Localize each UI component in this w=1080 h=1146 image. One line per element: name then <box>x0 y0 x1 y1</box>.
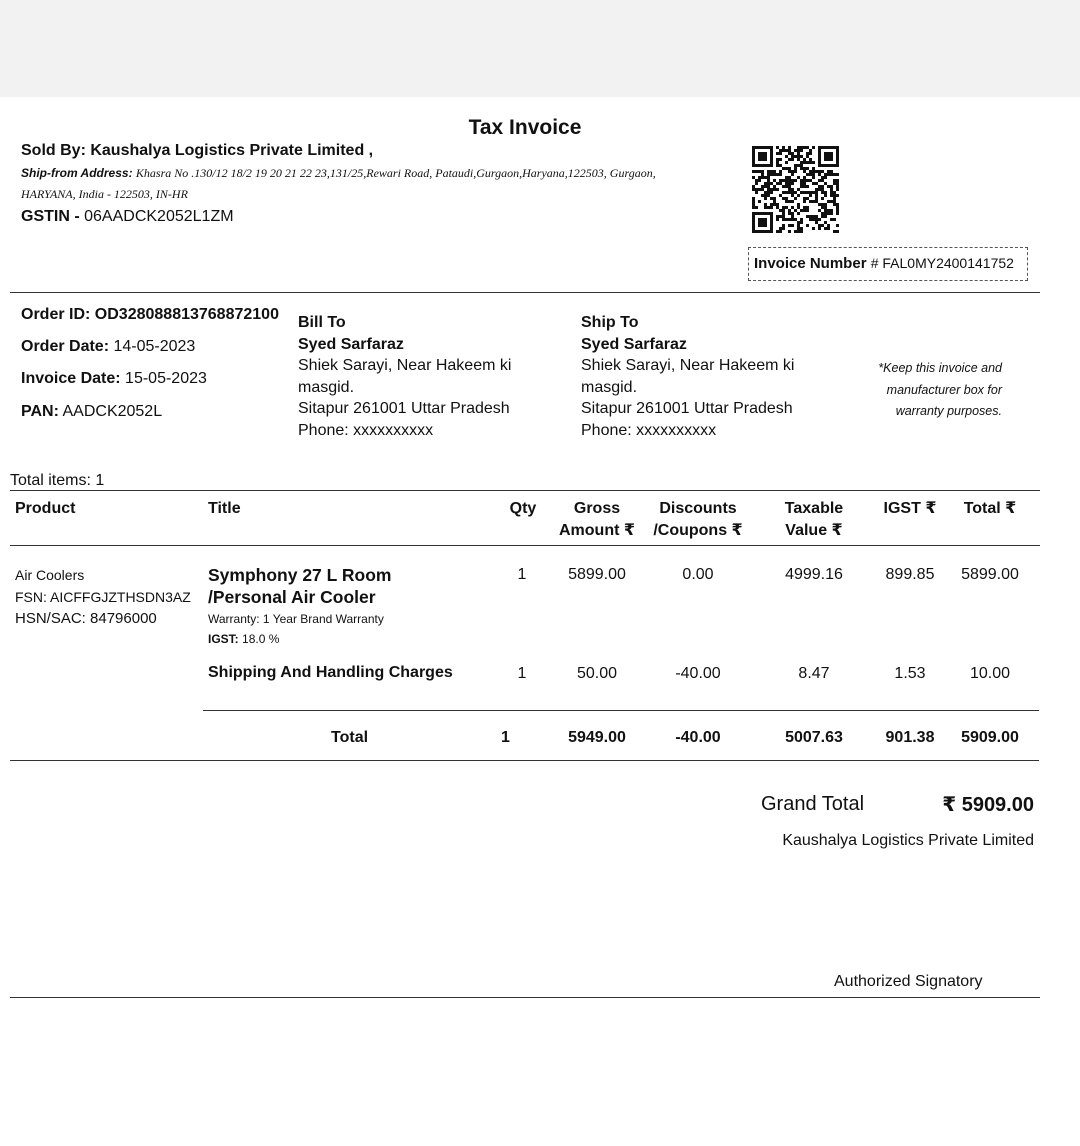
item-total: 5899.00 <box>961 566 1019 583</box>
header-discounts-line-1: Discounts <box>659 500 737 517</box>
order-id <box>21 306 279 324</box>
top-bar <box>0 0 1080 97</box>
invoice-number-label: Invoice Number <box>754 255 867 272</box>
order-date-value: 14-05-2023 <box>113 338 196 355</box>
warranty-note <box>862 358 1002 423</box>
bill-to-address-3: Sitapur 261001 Uttar Pradesh <box>298 400 510 417</box>
order-date <box>21 338 195 356</box>
ship-to-address-2: masgid. <box>581 378 638 396</box>
ship-to-label: Ship To <box>581 314 639 331</box>
total-items: Total items: 1 <box>10 472 105 489</box>
item-title-line-1: Symphony 27 L Room <box>208 565 392 585</box>
ship-from-address <box>21 166 656 181</box>
invoice-number <box>754 255 1014 272</box>
bill-to-address-1: Shiek Sarayi, Near Hakeem ki <box>298 357 512 374</box>
header-igst: IGST ₹ <box>883 500 937 517</box>
ship-to-address-3: Sitapur 261001 Uttar Pradesh <box>581 400 793 417</box>
footer-divider <box>10 997 1040 998</box>
warranty-note-line-2: manufacturer box for <box>886 382 1002 397</box>
product-fsn: FSN: AICFFGJZTHSDN3AZ <box>15 588 191 605</box>
shipping-title: Shipping And Handling Charges <box>208 664 453 681</box>
header-taxable-value <box>764 498 864 542</box>
item-taxable: 4999.16 <box>785 566 843 583</box>
item-qty: 1 <box>517 566 527 583</box>
totals-top-border <box>203 710 1039 711</box>
table-top-border <box>10 490 1040 491</box>
shipping-gross: 50.00 <box>576 665 618 682</box>
pan-label: PAN: <box>21 403 59 420</box>
grand-total-label: Grand Total <box>761 793 865 815</box>
header-gross-line-1: Gross <box>573 500 621 517</box>
warranty-note-line-3: warranty purposes. <box>895 404 1002 418</box>
header-gross-line-2: Amount ₹ <box>558 522 635 539</box>
header-discounts-line-2: /Coupons ₹ <box>653 522 743 539</box>
shipping-igst: 1.53 <box>894 665 926 682</box>
ship-to-name: Syed Sarfaraz <box>581 335 687 353</box>
invoice-date-value: 15-05-2023 <box>125 370 207 387</box>
item-title-line-2: /Personal Air Cooler <box>208 587 376 607</box>
item-igst: 899.85 <box>885 566 935 583</box>
seller-name: Kaushalya Logistics Private Limited , <box>90 142 374 159</box>
bill-to-name: Syed Sarfaraz <box>298 335 404 353</box>
bill-to-label: Bill To <box>298 314 346 331</box>
grand-total-value: ₹ 5909.00 <box>942 794 1034 816</box>
ship-to-address-1: Shiek Sarayi, Near Hakeem ki <box>581 357 795 374</box>
footer-company: Kaushalya Logistics Private Limited <box>782 832 1034 849</box>
product-hsn: HSN/SAC: 84796000 <box>15 610 157 627</box>
pan <box>21 403 162 421</box>
item-discount: 0.00 <box>682 566 714 583</box>
qr-modules <box>752 146 839 233</box>
order-date-label: Order Date: <box>21 338 110 355</box>
bill-to-phone: Phone: xxxxxxxxxx <box>298 421 434 439</box>
shipping-total: 10.00 <box>969 665 1011 682</box>
totals-taxable: 5007.63 <box>785 729 843 746</box>
product-cell <box>15 565 191 630</box>
invoice-number-value: # FAL0MY2400141752 <box>870 255 1014 271</box>
warranty-note-line-1: *Keep this invoice and <box>878 361 1002 375</box>
totals-label: Total <box>331 729 369 746</box>
totals-igst: 901.38 <box>885 729 935 746</box>
table-header-border <box>10 545 1040 546</box>
header-qty: Qty <box>509 500 537 517</box>
totals-qty: 1 <box>501 729 510 746</box>
sold-by <box>21 142 373 160</box>
header-taxable-line-1: Taxable <box>784 500 844 517</box>
invoice-date-label: Invoice Date: <box>21 370 121 387</box>
ship-to <box>581 312 794 441</box>
totals-gross: 5949.00 <box>568 729 626 746</box>
item-igst-label: IGST: <box>208 632 239 646</box>
header-title: Title <box>208 500 241 517</box>
item-warranty: Warranty: 1 Year Brand Warranty <box>208 612 384 626</box>
pan-value: AADCK2052L <box>62 403 163 420</box>
ship-from-line-1: Khasra No .130/12 18/2 19 20 21 22 23,131/25,Rewari Road, Pataudi,Gurgaon,Haryana,122503, Gurgaon, <box>135 166 656 180</box>
qr-code-icon <box>752 146 844 236</box>
title-cell <box>208 564 391 649</box>
invoice-date <box>21 370 207 388</box>
header-taxable-line-2: Value ₹ <box>785 522 843 539</box>
authorized-signatory: Authorized Signatory <box>834 973 983 990</box>
bill-to <box>298 312 511 441</box>
gstin-value: 06AADCK2052L1ZM <box>84 208 234 225</box>
header-discounts <box>646 498 750 542</box>
order-id-value: OD328088813768872100 <box>94 306 279 323</box>
ship-from-label: Ship-from Address: <box>21 166 133 180</box>
header-gross-amount <box>548 498 646 542</box>
table-bottom-border <box>10 760 1039 761</box>
totals-discount: -40.00 <box>675 729 721 746</box>
header-total: Total ₹ <box>963 500 1017 517</box>
header-product: Product <box>15 500 76 517</box>
order-id-label: Order ID: <box>21 306 91 323</box>
ship-from-line-2: HARYANA, India - 122503, IN-HR <box>21 187 188 201</box>
shipping-discount: -40.00 <box>675 665 721 682</box>
sold-by-label: Sold By: <box>21 142 86 159</box>
product-category: Air Coolers <box>15 567 85 583</box>
bill-to-address-2: masgid. <box>298 378 355 396</box>
ship-to-phone: Phone: xxxxxxxxxx <box>581 421 717 439</box>
gstin-label: GSTIN - <box>21 208 80 225</box>
item-gross: 5899.00 <box>568 566 626 583</box>
item-igst-value: 18.0 % <box>242 632 280 646</box>
totals-total: 5909.00 <box>961 729 1019 746</box>
item-igst-rate <box>208 630 391 649</box>
divider <box>10 292 1040 293</box>
shipping-taxable: 8.47 <box>798 665 830 682</box>
shipping-qty: 1 <box>517 665 527 682</box>
invoice-title: Tax Invoice <box>468 116 582 139</box>
gstin <box>21 208 234 226</box>
